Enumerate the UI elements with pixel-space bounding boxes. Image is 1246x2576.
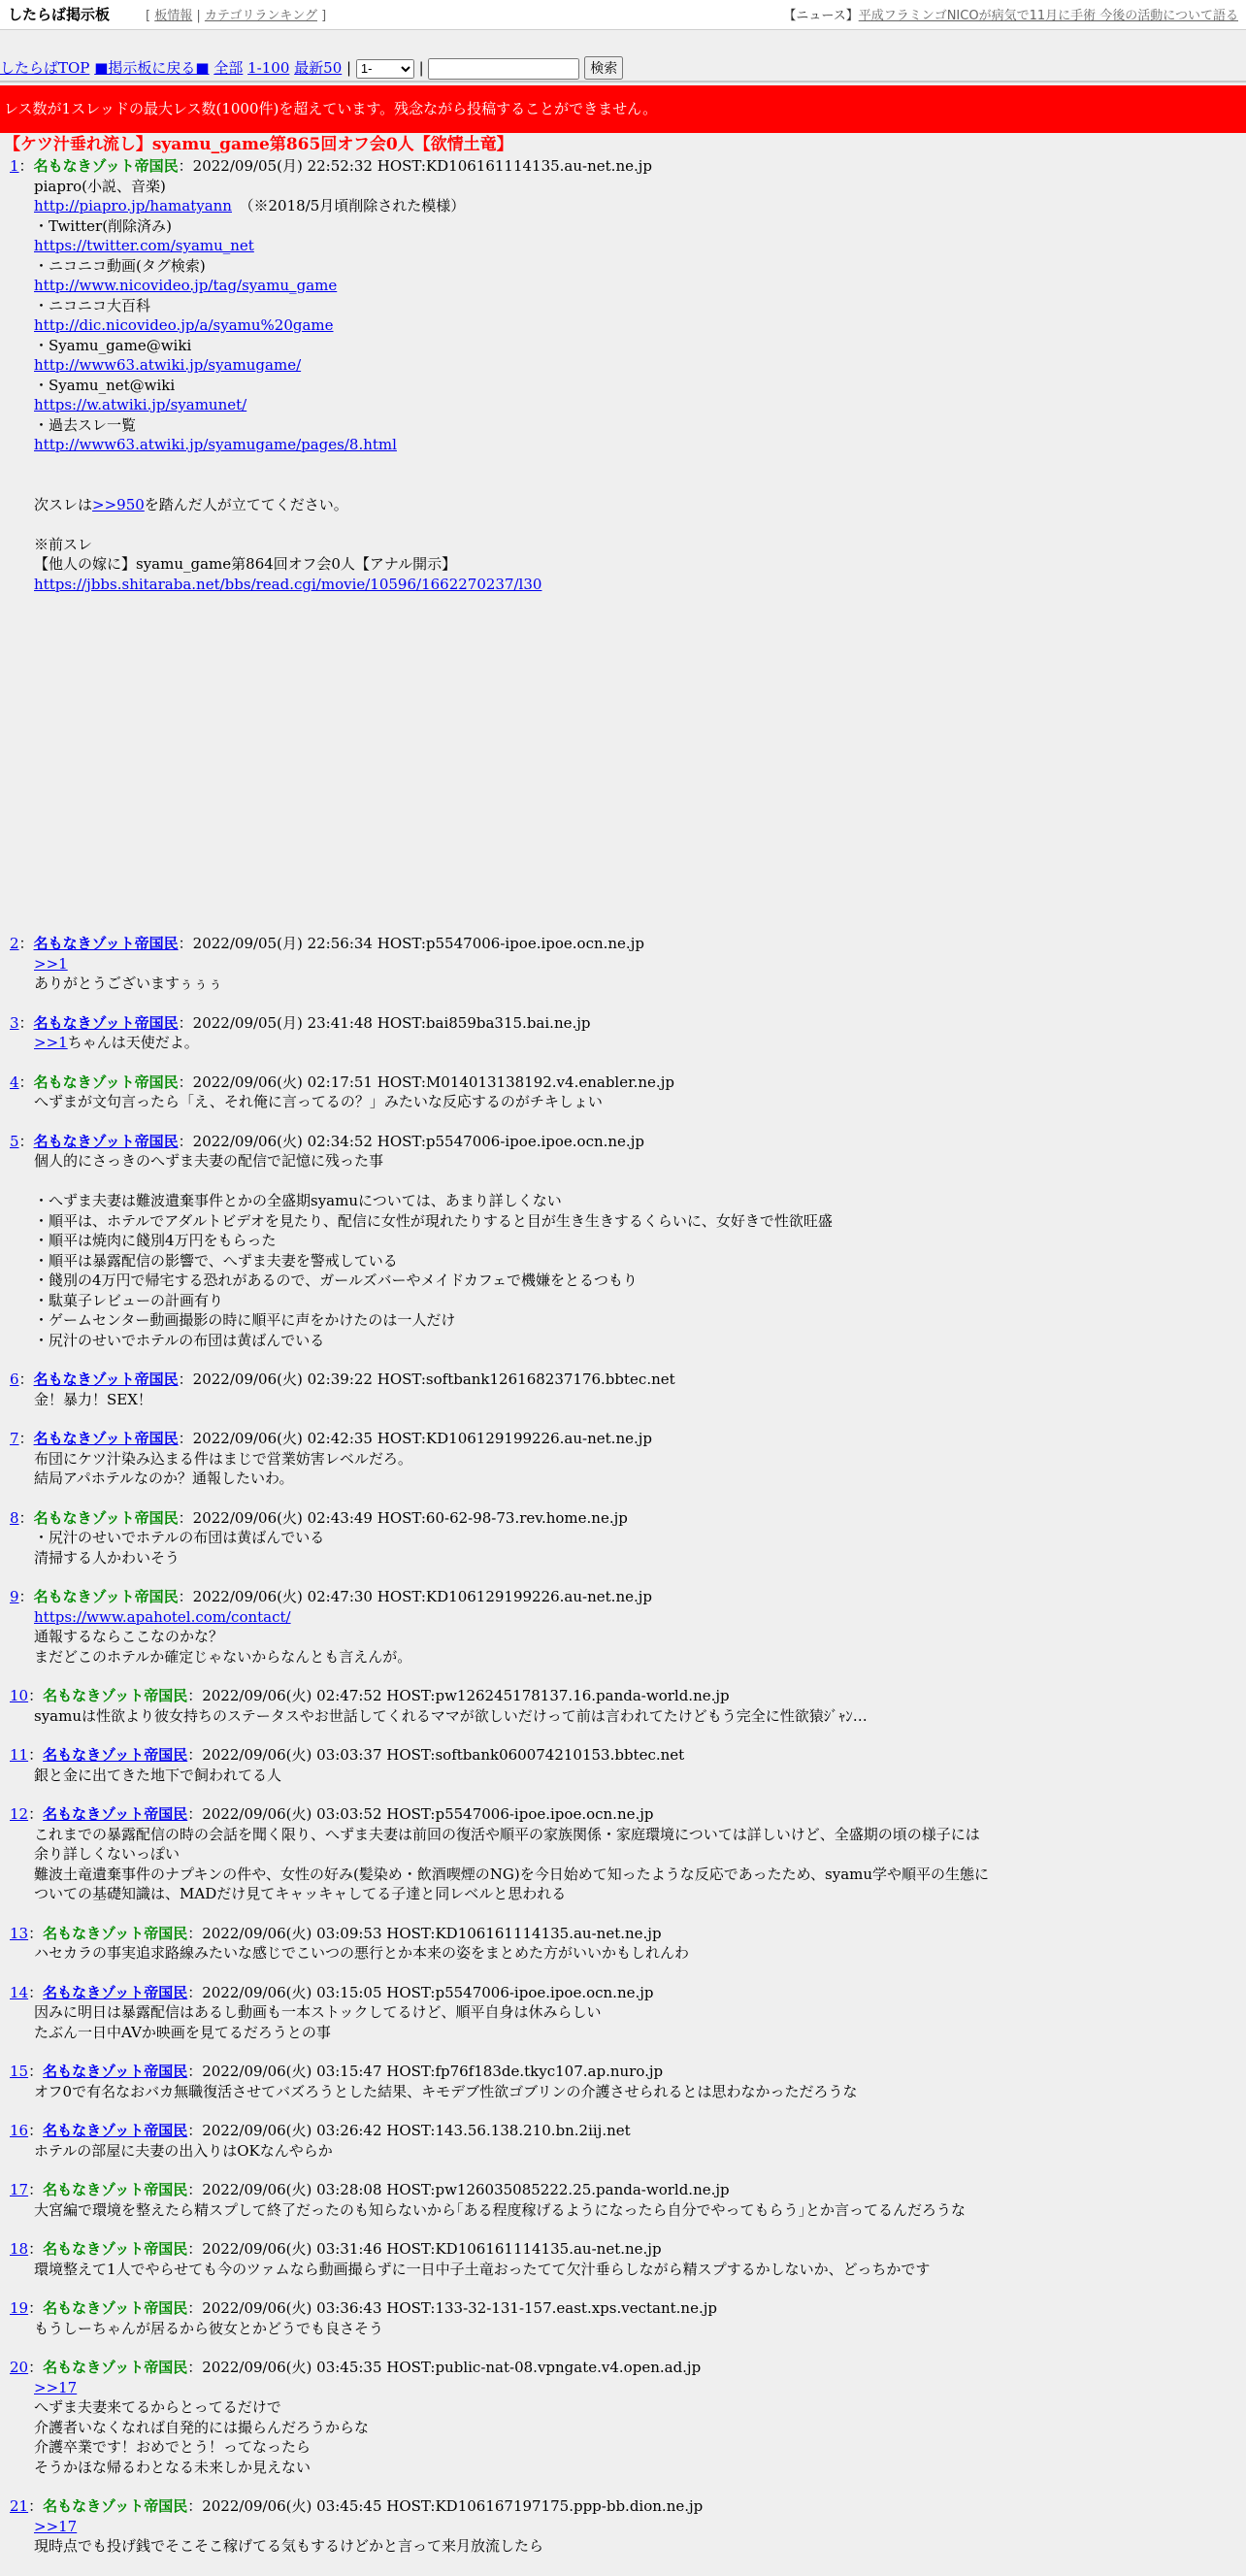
- post: [0, 1686, 1246, 1726]
- post-line: [34, 2378, 1246, 2398]
- post-line: [34, 974, 1246, 994]
- post-number-link[interactable]: 4: [10, 1073, 19, 1091]
- post-body: [0, 1825, 1246, 1904]
- post-line: [34, 495, 1246, 515]
- poster-name: 名もなきゾット帝国民: [43, 2497, 188, 2515]
- post-link[interactable]: https://twitter.com/syamu_net: [34, 237, 254, 254]
- post-line: [34, 475, 1246, 495]
- post-header: 21：名もなきゾット帝国民：2022/09/06(火) 03:45:45 HOST:KD106167197175.ppp-bb.dion.ne.jp: [10, 2497, 704, 2515]
- poster-name: 名もなきゾット帝国民: [33, 1508, 179, 1527]
- post-text: ・順平は暴露配信の影響で、へずま夫妻を警戒している: [34, 1251, 398, 1270]
- poster-name[interactable]: 名もなきゾット帝国民: [43, 1983, 188, 2001]
- post-body: [0, 1943, 1246, 1964]
- post-header: 13：名もなきゾット帝国民：2022/09/06(火) 03:09:53 HOST:KD106161114135.au-net.ne.jp: [10, 1924, 662, 1942]
- news-prefix: 【ニュース】: [783, 9, 859, 23]
- post-line: [34, 554, 1246, 575]
- post-text: ・順平は焼肉に餞別4万円をもらった: [34, 1232, 277, 1249]
- post: [0, 1073, 1246, 1112]
- post-line: [34, 395, 1246, 415]
- post-meta: ：2022/09/05(月) 22:56:34 HOST:p5547006-ipoe.ipoe.ocn.ne.jp: [178, 935, 644, 952]
- post-text: piapro(小説、音楽): [34, 177, 166, 195]
- poster-name[interactable]: 名もなきゾット帝国民: [33, 1430, 179, 1447]
- post-meta: ：2022/09/06(火) 03:15:05 HOST:p5547006-ipoe.ipoe.ocn.ne.jp: [187, 1983, 654, 2001]
- range-1-100-link[interactable]: 1-100: [247, 59, 290, 77]
- post-line: [34, 276, 1246, 296]
- post-line: [34, 2437, 1246, 2458]
- thread-nav: したらばTOP ■掲示板に戻る■ 全部 1-100 最新50 | 1- | 検索: [0, 56, 623, 80]
- post-line: [34, 315, 1246, 336]
- post-number-link[interactable]: 10: [10, 1687, 29, 1704]
- post-link[interactable]: >>950: [92, 495, 145, 513]
- post-line: [34, 1865, 1246, 1885]
- news-link[interactable]: 平成フラミンゴNICOが病気で11月に手術 今後の活動について語る: [858, 9, 1238, 23]
- post-line: [34, 1943, 1246, 1964]
- poster-name[interactable]: 名もなきゾット帝国民: [43, 2122, 188, 2139]
- all-posts-link[interactable]: 全部: [213, 59, 244, 77]
- post-body: [0, 1766, 1246, 1786]
- post-number-link[interactable]: 11: [10, 1746, 29, 1764]
- post-text: ちゃんは天使だよ。: [67, 1034, 199, 1051]
- post-line: [34, 2458, 1246, 2478]
- post-body: [0, 1449, 1246, 1489]
- post-text: ・Syamu_net@wiki: [34, 376, 176, 394]
- post-number-link[interactable]: 7: [10, 1430, 19, 1447]
- post-text: へずまが文句言ったら「え、それ俺に言ってるの？」みたいな反応するのがチキしょい: [34, 1093, 603, 1110]
- post-body: [0, 2319, 1246, 2339]
- post-text: 金！暴力！SEX！: [34, 1390, 152, 1408]
- post-text: ・Twitter(削除済み): [34, 216, 172, 235]
- post: [0, 1745, 1246, 1785]
- post: [0, 2239, 1246, 2279]
- post-line: [34, 2319, 1246, 2339]
- post-line: [34, 2141, 1246, 2162]
- post-header: 1：名もなきゾット帝国民：2022/09/05(月) 22:52:32 HOST:KD106161114135.au-net.ne.jp: [10, 157, 652, 175]
- post-text: 大宮編で環境を整えたら精スプして終了だったのも知らないから｢ある程度稼げるようになったら自分でやってもらう｣とか言ってるんだろうな: [34, 2200, 967, 2219]
- thread-title: 【ケツ汁垂れ流し】syamu_game第865回オフ会0人【欲情土竜】: [4, 135, 513, 154]
- news-ticker: [783, 7, 1238, 27]
- range-select[interactable]: [356, 59, 414, 79]
- post-line: [34, 256, 1246, 277]
- post-line: [34, 1151, 1246, 1172]
- post-text: 余り詳しくないっぽい: [34, 1845, 180, 1863]
- post-text: ・駄菓子レビューの計画有り: [34, 1291, 224, 1309]
- post-line: [34, 216, 1246, 237]
- search-button[interactable]: 検索: [584, 56, 623, 80]
- post-text: 環境整えて1人でやらせても今のツァムなら動画撮らずに一日中子土竜おったてて欠汁垂らしながら精スプするかしないか、どっちかです: [34, 2260, 931, 2278]
- post-line: [34, 236, 1246, 256]
- post-meta: ：2022/09/06(火) 03:45:35 HOST:public-nat-08.vpngate.v4.open.ad.jp: [187, 2359, 702, 2376]
- post-text: ついての基礎知識は、MADだけ見てキャッキャしてる子達と同レベルと思われる: [34, 1885, 567, 1902]
- post-line: [34, 1706, 1246, 1727]
- post-text: 通報するならここなのかな？: [34, 1628, 224, 1645]
- post-link[interactable]: http://www63.atwiki.jp/syamugame/pages/8.html: [34, 436, 397, 453]
- post-meta: ：2022/09/06(火) 02:47:52 HOST:pw126245178137.16.panda-world.ne.jp: [187, 1687, 730, 1704]
- post-line: [34, 2023, 1246, 2043]
- post-line: [34, 435, 1246, 455]
- post-meta: ：2022/09/06(火) 02:43:49 HOST:60-62-98-73.rev.home.ne.jp: [178, 1508, 628, 1527]
- post-number-link[interactable]: 15: [10, 2063, 29, 2080]
- post-text: オフ0で有名なおバカ無職復活させてバズろうとした結果、キモデブ性欲ゴブリンの介護させられるとは思わなかっただろうな: [34, 2082, 858, 2100]
- post-number-link[interactable]: 18: [10, 2240, 29, 2258]
- post-body: [0, 2260, 1246, 2280]
- post-line: [34, 1211, 1246, 1232]
- post-text: 現時点でも投げ銭でそこそこ稼げてる気もするけどかと言って来月放流したら: [34, 2537, 544, 2555]
- post-line: [34, 2397, 1246, 2418]
- post-number-link[interactable]: 19: [10, 2299, 29, 2317]
- post-line: [34, 1331, 1246, 1351]
- post: [0, 1013, 1246, 1053]
- poster-name[interactable]: 名もなきゾット帝国民: [43, 2063, 188, 2080]
- top-bar: [0, 0, 1246, 30]
- post-header: 7：名もなきゾット帝国民：2022/09/06(火) 02:42:35 HOST:KD106129199226.au-net.ne.jp: [10, 1430, 652, 1447]
- post-link[interactable]: >>1: [34, 1034, 68, 1051]
- post-line: [34, 1844, 1246, 1865]
- poster-name: 名もなきゾット帝国民: [43, 1924, 188, 1942]
- post-text: 清掃する人かわいそう: [34, 1548, 180, 1567]
- post-body: [0, 177, 1246, 915]
- post-body: [0, 1706, 1246, 1727]
- post-line: [34, 1271, 1246, 1291]
- post-text: （※2018/5月頃削除された模様）: [231, 197, 466, 215]
- poster-name: 名もなきゾット帝国民: [43, 1687, 188, 1704]
- post-line: [34, 296, 1246, 316]
- ad-space: [34, 594, 1246, 914]
- post-line: [34, 336, 1246, 356]
- post-line: [34, 1390, 1246, 1410]
- post-text: もうしーちゃんが居るから彼女とかどうでも良さそう: [34, 2319, 384, 2337]
- post-header: 10：名もなきゾット帝国民：2022/09/06(火) 02:47:52 HOST:pw126245178137.16.panda-world.ne.jp: [10, 1687, 730, 1704]
- poster-name[interactable]: 名もなきゾット帝国民: [43, 1805, 188, 1823]
- poster-name: 名もなきゾット帝国民: [33, 157, 179, 175]
- post: [0, 2062, 1246, 2101]
- post-number-link[interactable]: 16: [10, 2122, 29, 2139]
- divider: [0, 81, 1246, 83]
- post-meta: ：2022/09/06(火) 03:09:53 HOST:KD106161114135.au-net.ne.jp: [187, 1924, 662, 1942]
- post: [0, 1804, 1246, 1904]
- shitaraba-logo[interactable]: [8, 4, 115, 25]
- logo-text: したらば掲示板: [8, 6, 111, 23]
- post-header: 5：名もなきゾット帝国民：2022/09/06(火) 02:34:52 HOST:p5547006-ipoe.ipoe.ocn.ne.jp: [10, 1132, 644, 1150]
- post-meta: ：2022/09/06(火) 03:28:08 HOST:pw126035085222.25.panda-world.ne.jp: [187, 2181, 730, 2198]
- post-meta: ：2022/09/06(火) 03:03:37 HOST:softbank060074210153.bbtec.net: [187, 1746, 685, 1764]
- post-list: [0, 156, 1246, 2576]
- post-header: 16：名もなきゾット帝国民：2022/09/06(火) 03:26:42 HOST:143.56.138.210.bn.2iij.net: [10, 2122, 631, 2139]
- post-text: ・尻汁のせいでホテルの布団は黄ばんでいる: [34, 1529, 325, 1546]
- post-body: [0, 2082, 1246, 2102]
- post-text: ありがとうございますぅぅぅ: [34, 974, 223, 992]
- post-number-link[interactable]: 1: [10, 157, 19, 175]
- post: [0, 1508, 1246, 1569]
- post-line: [34, 1627, 1246, 1647]
- post-meta: ：2022/09/06(火) 02:42:35 HOST:KD106129199226.au-net.ne.jp: [178, 1430, 652, 1447]
- post-body: [0, 1528, 1246, 1568]
- post-number-link[interactable]: 12: [10, 1805, 29, 1823]
- post-line: [34, 1548, 1246, 1569]
- post-text: そうかほな帰るわとなる未来しか見えない: [34, 2458, 312, 2476]
- post-meta: ：2022/09/06(火) 03:36:43 HOST:133-32-131-157.east.xps.vectant.ne.jp: [187, 2299, 717, 2317]
- post-meta: ：2022/09/06(火) 02:39:22 HOST:softbank126168237176.bbtec.net: [178, 1371, 675, 1388]
- post-line: [34, 2517, 1246, 2537]
- poster-name: 名もなきゾット帝国民: [33, 1073, 179, 1091]
- post-line: [34, 1231, 1246, 1251]
- post-header: 14：名もなきゾット帝国民：2022/09/06(火) 03:15:05 HOST:p5547006-ipoe.ipoe.ocn.ne.jp: [10, 1983, 654, 2001]
- post: [0, 2180, 1246, 2220]
- post-text: ・餞別の4万円で帰宅する恐れがあるので、ガールズバーやメイドカフェで機嫌をとるつもり: [34, 1271, 638, 1289]
- post-line: [34, 1291, 1246, 1311]
- post-line: [34, 575, 1246, 595]
- post-header: 2：名もなきゾット帝国民：2022/09/05(月) 22:56:34 HOST:p5547006-ipoe.ipoe.ocn.ne.jp: [10, 935, 644, 952]
- post-number-link[interactable]: 6: [10, 1371, 19, 1388]
- category-ranking-link[interactable]: カテゴリランキング: [204, 9, 317, 23]
- post-line: [34, 2200, 1246, 2221]
- search-input[interactable]: [428, 58, 579, 80]
- post: [0, 156, 1246, 914]
- post-text: ・ニコニコ動画(タグ検索): [34, 256, 206, 275]
- post-link[interactable]: https://www.apahotel.com/contact/: [34, 1607, 291, 1626]
- post: [0, 1924, 1246, 1964]
- post-text: ハセカラの事実追求路線みたいな感じでこいつの悪行とか本来の姿をまとめた方がいいかもしれんわ: [34, 1944, 690, 1962]
- post-body: [0, 2200, 1246, 2221]
- post-line: [34, 954, 1246, 974]
- post-number-link[interactable]: 13: [10, 1924, 29, 1942]
- post: [0, 2358, 1246, 2477]
- post-number-link[interactable]: 20: [10, 2359, 29, 2376]
- post-header: 6：名もなきゾット帝国民：2022/09/06(火) 02:39:22 HOST:softbank126168237176.bbtec.net: [10, 1371, 675, 1388]
- post: [0, 1983, 1246, 2043]
- post-text: 布団にケツ汁染み込まる件はまじで営業妨害レベルだろ。: [34, 1449, 412, 1468]
- post-line: [34, 535, 1246, 555]
- post-limit-alert: レス数が1スレッドの最大レス数(1000件)を超えています。残念ながら投稿することができません。: [0, 85, 1246, 133]
- post-text: 【他人の嫁に】syamu_game第864回オフ会0人【アナル開示】: [34, 555, 457, 573]
- post-number-link[interactable]: 8: [10, 1508, 19, 1527]
- post-body: [0, 1390, 1246, 1410]
- post-line: [34, 1092, 1246, 1112]
- post-line: [34, 376, 1246, 396]
- post-number-link[interactable]: 21: [10, 2497, 29, 2515]
- post-text: 因みに明日は暴露配信はあるし動画も一本ストックしてるけど、順平自身は休みらしい: [34, 2003, 602, 2021]
- post-text: 介護卒業です！おめでとう！ってなったら: [34, 2438, 312, 2456]
- post-line: [34, 2082, 1246, 2102]
- post-text: 次スレは: [34, 495, 93, 513]
- post-line: [34, 1310, 1246, 1331]
- post-header: 20：名もなきゾット帝国民：2022/09/06(火) 03:45:35 HOST:public-nat-08.vpngate.v4.open.ad.jp: [10, 2359, 702, 2376]
- post-link[interactable]: >>17: [34, 2517, 78, 2535]
- post-text: を踏んだ人が立ててください。: [144, 495, 348, 513]
- post-line: [34, 1647, 1246, 1668]
- post-text: ・へずま夫妻は難波遺棄事件とかの全盛期syamuについては、あまり詳しくない: [34, 1192, 562, 1209]
- post-header: 4：名もなきゾット帝国民：2022/09/06(火) 02:17:51 HOST:M014013138192.v4.enabler.ne.jp: [10, 1073, 674, 1091]
- post-meta: ：2022/09/06(火) 02:47:30 HOST:KD106129199226.au-net.ne.jp: [178, 1588, 652, 1605]
- post-meta: ：2022/09/06(火) 02:17:51 HOST:M014013138192.v4.enabler.ne.jp: [178, 1073, 674, 1091]
- post-body: [0, 2002, 1246, 2042]
- shitaraba-top-link[interactable]: したらばTOP: [0, 59, 90, 77]
- post-line: [34, 2002, 1246, 2023]
- poster-name[interactable]: 名もなきゾット帝国民: [43, 1746, 188, 1764]
- post-text: ※前スレ: [34, 535, 93, 553]
- post-text: 難波土竜遺棄事件のナプキンの件や、女性の好み(髪染め・飲酒喫煙のNG)を今日始めて知ったような反応であったため、syamu学や順平の生態に: [34, 1865, 990, 1883]
- poster-name: 名もなきゾット帝国民: [43, 2299, 188, 2317]
- poster-name: 名もなきゾット帝国民: [43, 2240, 188, 2258]
- post-line: [34, 1884, 1246, 1904]
- poster-name[interactable]: 名もなきゾット帝国民: [33, 1013, 179, 1032]
- post-line: [34, 355, 1246, 376]
- post-link[interactable]: http://dic.nicovideo.jp/a/syamu%20game: [34, 316, 334, 334]
- post-header: 17：名もなきゾット帝国民：2022/09/06(火) 03:28:08 HOST:pw126035085222.25.panda-world.ne.jp: [10, 2181, 730, 2198]
- post-body: [0, 1092, 1246, 1112]
- post-header: 18：名もなきゾット帝国民：2022/09/06(火) 03:31:46 HOST:KD106161114135.au-net.ne.jp: [10, 2240, 662, 2258]
- post-number-link[interactable]: 9: [10, 1588, 19, 1605]
- post-line: [34, 2260, 1246, 2280]
- post-number-link[interactable]: 17: [10, 2181, 29, 2198]
- post-line: [34, 1449, 1246, 1470]
- post-line: [34, 2536, 1246, 2557]
- post-line: [34, 1251, 1246, 1271]
- post-body: [0, 1607, 1246, 1668]
- post-header: 8：名もなきゾット帝国民：2022/09/06(火) 02:43:49 HOST:60-62-98-73.rev.home.ne.jp: [10, 1508, 628, 1527]
- post-link[interactable]: https://jbbs.shitaraba.net/bbs/read.cgi/movie/10596/1662270237/l30: [34, 575, 542, 593]
- poster-name[interactable]: 名もなきゾット帝国民: [33, 1371, 179, 1388]
- back-to-board-link[interactable]: ■掲示板に戻る■: [94, 59, 210, 77]
- post-link[interactable]: >>1: [34, 954, 68, 973]
- post-text: ・Syamu_game@wiki: [34, 336, 192, 354]
- post: [0, 1370, 1246, 1409]
- poster-name[interactable]: 名もなきゾット帝国民: [33, 1132, 179, 1150]
- post-number-link[interactable]: 2: [10, 935, 19, 952]
- post-link[interactable]: >>17: [34, 2378, 78, 2396]
- post-header: 11：名もなきゾット帝国民：2022/09/06(火) 03:03:37 HOST:softbank060074210153.bbtec.net: [10, 1746, 685, 1764]
- post-text: ・過去スレ一覧: [34, 415, 137, 434]
- post-link[interactable]: http://www.nicovideo.jp/tag/syamu_game: [34, 277, 338, 294]
- post-text: ホテルの部屋に夫妻の出入りはOKなんやらか: [34, 2141, 333, 2160]
- post-header: 19：名もなきゾット帝国民：2022/09/06(火) 03:36:43 HOST:133-32-131-157.east.xps.vectant.ne.jp: [10, 2299, 717, 2317]
- post-meta: ：2022/09/06(火) 03:31:46 HOST:KD106161114135.au-net.ne.jp: [187, 2240, 662, 2258]
- post-meta: ：2022/09/06(火) 03:26:42 HOST:143.56.138.210.bn.2iij.net: [187, 2122, 631, 2139]
- post-number-link[interactable]: 3: [10, 1013, 19, 1032]
- post-body: [0, 1151, 1246, 1350]
- post: [0, 2298, 1246, 2338]
- board-info-link[interactable]: 板情報: [154, 9, 193, 23]
- poster-name: 名もなきゾット帝国民: [33, 1588, 179, 1605]
- poster-name: 名もなきゾット帝国民: [43, 2359, 188, 2376]
- post-line: [34, 1191, 1246, 1211]
- post-body: [0, 2378, 1246, 2478]
- post: [0, 934, 1246, 994]
- post-text: ・ニコニコ大百科: [34, 296, 151, 314]
- post-text: これまでの暴露配信の時の会話を聞く限り、へずま夫妻は前回の復活や順平の家族関係・家庭環境については詳しいけど、全盛期の頃の様子には: [34, 1825, 980, 1843]
- post-line: [34, 1607, 1246, 1628]
- top-nav: [ 板情報 | カテゴリランキング ]: [146, 9, 327, 23]
- post-text: たぶん一日中AVか映画を見てるだろうとの事: [34, 2023, 331, 2041]
- post-meta: ：2022/09/05(月) 23:41:48 HOST:bai859ba315.bai.ne.jp: [178, 1013, 591, 1032]
- post-meta: ：2022/09/06(火) 03:45:45 HOST:KD106167197175.ppp-bb.dion.ne.jp: [187, 2497, 704, 2515]
- post-number-link[interactable]: 14: [10, 1983, 29, 2001]
- post-meta: ：2022/09/06(火) 03:03:52 HOST:p5547006-ipoe.ipoe.ocn.ne.jp: [187, 1805, 654, 1823]
- post: [0, 2121, 1246, 2161]
- post-header: 15：名もなきゾット帝国民：2022/09/06(火) 03:15:47 HOST:fp76f183de.tkyc107.ap.nuro.jp: [10, 2063, 664, 2080]
- post-text: 銀と金に出てきた地下で飼われてる人: [34, 1766, 282, 1784]
- post-line: [34, 1766, 1246, 1786]
- post-line: [34, 1469, 1246, 1489]
- post-body: [0, 1033, 1246, 1053]
- post-text: 結局アパホテルなのか？通報したいわ。: [34, 1470, 294, 1487]
- post-line: [34, 1033, 1246, 1053]
- poster-name[interactable]: 名もなきゾット帝国民: [33, 935, 179, 952]
- post-line: [34, 1528, 1246, 1548]
- post: [0, 2496, 1246, 2557]
- post-line: [34, 1172, 1246, 1192]
- post-line: [34, 455, 1246, 476]
- post-header: 9：名もなきゾット帝国民：2022/09/06(火) 02:47:30 HOST:KD106129199226.au-net.ne.jp: [10, 1588, 652, 1605]
- latest-50-link[interactable]: 最新50: [294, 59, 343, 77]
- post-line: [34, 2418, 1246, 2438]
- post-text: 介護者いなくなれば自発的には撮らんだろうからな: [34, 2418, 370, 2436]
- post-text: 個人的にさっきのへずま夫妻の配信で記憶に残った事: [34, 1152, 384, 1170]
- post-link[interactable]: http://piapro.jp/hamatyann: [34, 197, 232, 215]
- post-link[interactable]: https://w.atwiki.jp/syamunet/: [34, 396, 247, 413]
- post-meta: ：2022/09/06(火) 02:34:52 HOST:p5547006-ipoe.ipoe.ocn.ne.jp: [178, 1132, 644, 1150]
- post-line: [34, 415, 1246, 436]
- post-meta: ：2022/09/06(火) 03:15:47 HOST:fp76f183de.tkyc107.ap.nuro.jp: [187, 2063, 664, 2080]
- post-body: [0, 954, 1246, 994]
- post-text: まだどこのホテルか確定じゃないからなんとも言えんが。: [34, 1647, 412, 1666]
- post-line: [34, 1825, 1246, 1845]
- post-line: [34, 177, 1246, 197]
- post-number-link[interactable]: 5: [10, 1132, 19, 1150]
- post-text: ・尻汁のせいでホテルの布団は黄ばんでいる: [34, 1331, 325, 1349]
- post-header: 3：名もなきゾット帝国民：2022/09/05(月) 23:41:48 HOST:bai859ba315.bai.ne.jp: [10, 1013, 591, 1032]
- post: [0, 1429, 1246, 1489]
- poster-name: 名もなきゾット帝国民: [43, 2181, 188, 2198]
- post-meta: ：2022/09/05(月) 22:52:32 HOST:KD106161114135.au-net.ne.jp: [178, 157, 652, 175]
- post: [0, 1587, 1246, 1667]
- post-text: へずま夫妻来てるからとってるだけで: [34, 2398, 281, 2416]
- post-text: ・順平は、ホテルでアダルトビデオを見たり、配信に女性が現れたりすると目が生き生きするくらいに、女好きで性欲旺盛: [34, 1211, 833, 1230]
- post-text: syamuは性欲より彼女持ちのステータスやお世話してくれるママが欲しいだけって前は言われてたけどもう完全に性欲猿ｼﾞｬﾝ…: [34, 1706, 868, 1725]
- post: [0, 1132, 1246, 1351]
- post-link[interactable]: http://www63.atwiki.jp/syamugame/: [34, 356, 302, 374]
- post-body: [0, 2517, 1246, 2557]
- post-line: [34, 514, 1246, 535]
- post-header: 12：名もなきゾット帝国民：2022/09/06(火) 03:03:52 HOST:p5547006-ipoe.ipoe.ocn.ne.jp: [10, 1805, 654, 1823]
- post-text: ・ゲームセンター動画撮影の時に順平に声をかけたのは一人だけ: [34, 1311, 456, 1329]
- post-body: [0, 2141, 1246, 2162]
- post-line: [34, 196, 1246, 216]
